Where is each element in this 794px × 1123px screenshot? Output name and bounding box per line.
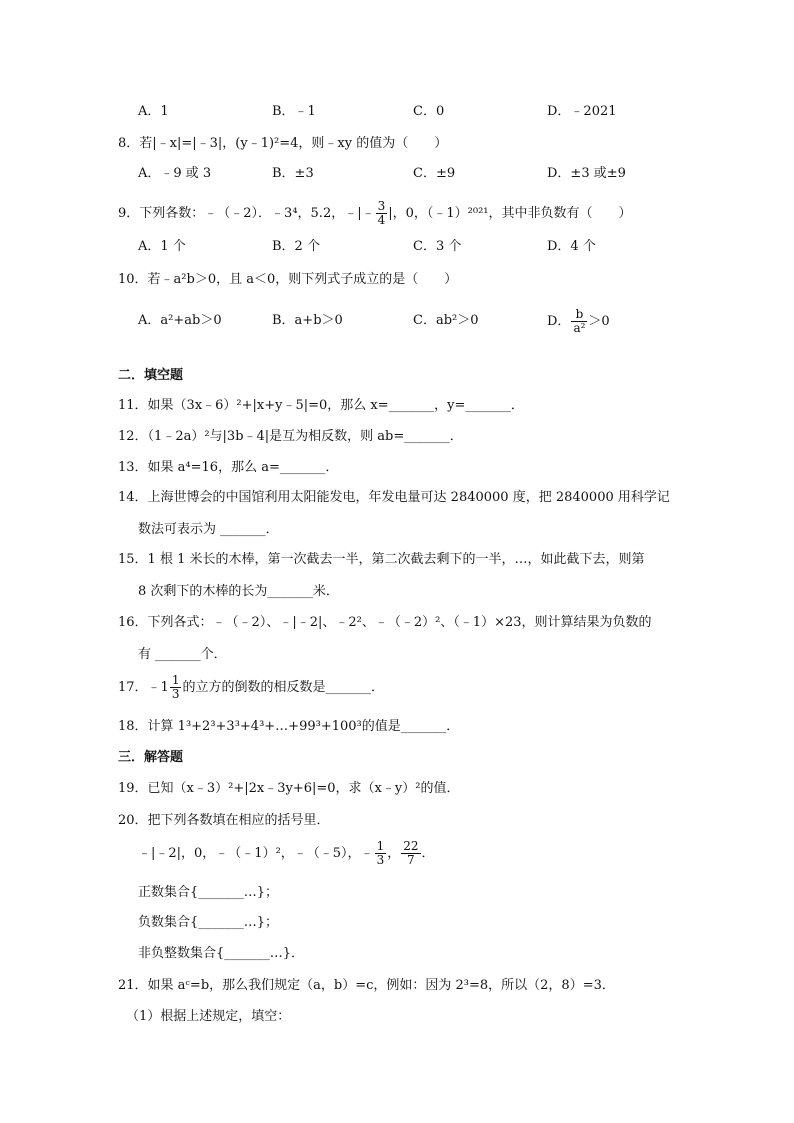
q9-number: 9． — [118, 206, 140, 221]
q12: 12．（1﹣2a）²与|3b﹣4|是互为相反数，则 ab=_______． — [118, 429, 463, 444]
q14-line-1: 14．上海世博会的中国馆利用太阳能发电，年发电量可达 2840000 度，把 2840000 用科学记 — [118, 490, 670, 505]
q16-line-2: 有 _______个． — [138, 647, 227, 662]
q17-fraction — [170, 674, 182, 701]
q9-suffix: |，0，（﹣1）²⁰²¹，其中非负数有（ ） — [388, 206, 632, 221]
q18: 18．计算 1³+2³+3³+4³+…+99³+100³的值是_______． — [118, 719, 460, 734]
q8-option-c: C．±9 — [413, 166, 456, 181]
q20-fraction-one-third — [375, 840, 387, 867]
q11: 11．如果（3x﹣6）²+|x+y﹣5|=0，那么 x=_______，y=_______． — [118, 398, 524, 413]
section-solutions: 三．解答题 — [118, 750, 184, 765]
q20-negative-set: 负数集合{_______…}； — [138, 915, 279, 930]
q20-positive-set: 正数集合{_______…}； — [138, 885, 279, 900]
q9-fraction-numerator: 3 — [377, 199, 386, 213]
q20-nonneg-integer-set: 非负整数集合{_______…}． — [138, 946, 305, 961]
q17-number: 17． — [118, 680, 148, 695]
q9-fraction-denominator: 4 — [377, 213, 386, 227]
q7-option-c: C．0 — [413, 104, 445, 119]
q8-question — [118, 135, 447, 153]
q10-option-d-suffix: ＞0 — [588, 314, 610, 329]
q20-f2-numerator: 22 — [403, 839, 419, 853]
q17 — [118, 674, 384, 702]
q20-separator: ， — [387, 846, 401, 861]
q13: 13．如果 a⁴=16，那么 a=_______． — [118, 460, 339, 475]
q20-f1-denominator: 3 — [376, 853, 385, 867]
q15-line-2: 8 次剩下的木棒的长为_______米． — [138, 584, 339, 599]
q8-option-d: D．±3 或±9 — [547, 166, 626, 181]
q9-option-a: A．1 个 — [138, 239, 186, 254]
q17-sign: ﹣1 — [147, 680, 169, 695]
q17-suffix: 的立方的倒数的相反数是_______． — [182, 680, 384, 695]
q19: 19．已知（x﹣3）²+|2x﹣3y+6|=0，求（x﹣y）²的值． — [118, 781, 460, 796]
q9-prefix: 下列各数：﹣（﹣2）．﹣3⁴，5.2，﹣|﹣ — [139, 206, 375, 221]
q9-fraction — [376, 200, 388, 227]
q17-fraction-numerator: 1 — [171, 673, 180, 687]
q7-option-b: B．﹣1 — [272, 104, 316, 119]
q7-options — [0, 103, 794, 123]
q21-line-2: （1）根据上述规定，填空： — [126, 1009, 291, 1024]
q10-option-b: B．a+b＞0 — [272, 313, 343, 328]
section-fill-in: 二．填空题 — [118, 368, 184, 383]
q17-fraction-denominator: 3 — [171, 687, 180, 701]
q20-fraction-22-7 — [401, 840, 420, 867]
q10-option-d-numerator: b — [571, 308, 587, 322]
q10-option-d — [547, 308, 610, 335]
q9-options — [0, 238, 794, 258]
q20-end: ． — [421, 846, 435, 861]
q10-option-d-denominator: a² — [573, 321, 586, 335]
q9-option-c: C．3 个 — [413, 239, 462, 254]
q10-number: 10． — [118, 272, 148, 287]
q7-option-d: D．﹣2021 — [547, 104, 617, 119]
q10-question — [118, 271, 457, 289]
q7-option-a: A．1 — [138, 104, 169, 119]
q10-option-d-fraction — [571, 308, 587, 335]
q20-list-prefix: ﹣|﹣2|，0，﹣（﹣1）²，﹣（﹣5），﹣ — [138, 846, 374, 861]
q20-f1-numerator: 1 — [376, 839, 385, 853]
q20-f2-denominator: 7 — [407, 853, 415, 867]
q20-title: 20．把下列各数填在相应的括号里． — [118, 813, 330, 828]
q10-option-d-label: D． — [547, 314, 571, 329]
q9-option-d: D．4 个 — [547, 239, 596, 254]
q10-options — [0, 308, 794, 344]
q9-option-b: B．2 个 — [272, 239, 320, 254]
q8-text: 若|﹣x|=|﹣3|，(y﹣1)²=4，则﹣xy 的值为（ ） — [139, 136, 448, 151]
q21-line-1: 21．如果 aᶜ=b，那么我们规定（a，b）=c，例如：因为 2³=8，所以（2，8）=3． — [118, 978, 615, 993]
q8-option-a: A．﹣9 或 3 — [138, 166, 212, 181]
q8-options — [0, 165, 794, 185]
q14-line-2: 数法可表示为 _______． — [138, 522, 279, 537]
q16-line-1: 16．下列各式：﹣（﹣2）、﹣|﹣2|、﹣2²、﹣（﹣2）²、（﹣1）×23，则计算结果为负数的 — [118, 615, 652, 630]
q10-option-c: C．ab²＞0 — [413, 313, 479, 328]
q9-question — [118, 200, 632, 228]
q10-text: 若﹣a²b＞0，且 a＜0，则下列式子成立的是（ ） — [147, 272, 458, 287]
q8-number: 8． — [118, 136, 140, 151]
q10-option-a: A．a²+ab＞0 — [138, 313, 222, 328]
q8-option-b: B．±3 — [272, 166, 314, 181]
q15-line-1: 15．1 根 1 米长的木棒，第一次截去一半，第二次截去剩下的一半，…，如此截下去，则第 — [118, 552, 645, 567]
q20-number-list — [138, 840, 435, 868]
